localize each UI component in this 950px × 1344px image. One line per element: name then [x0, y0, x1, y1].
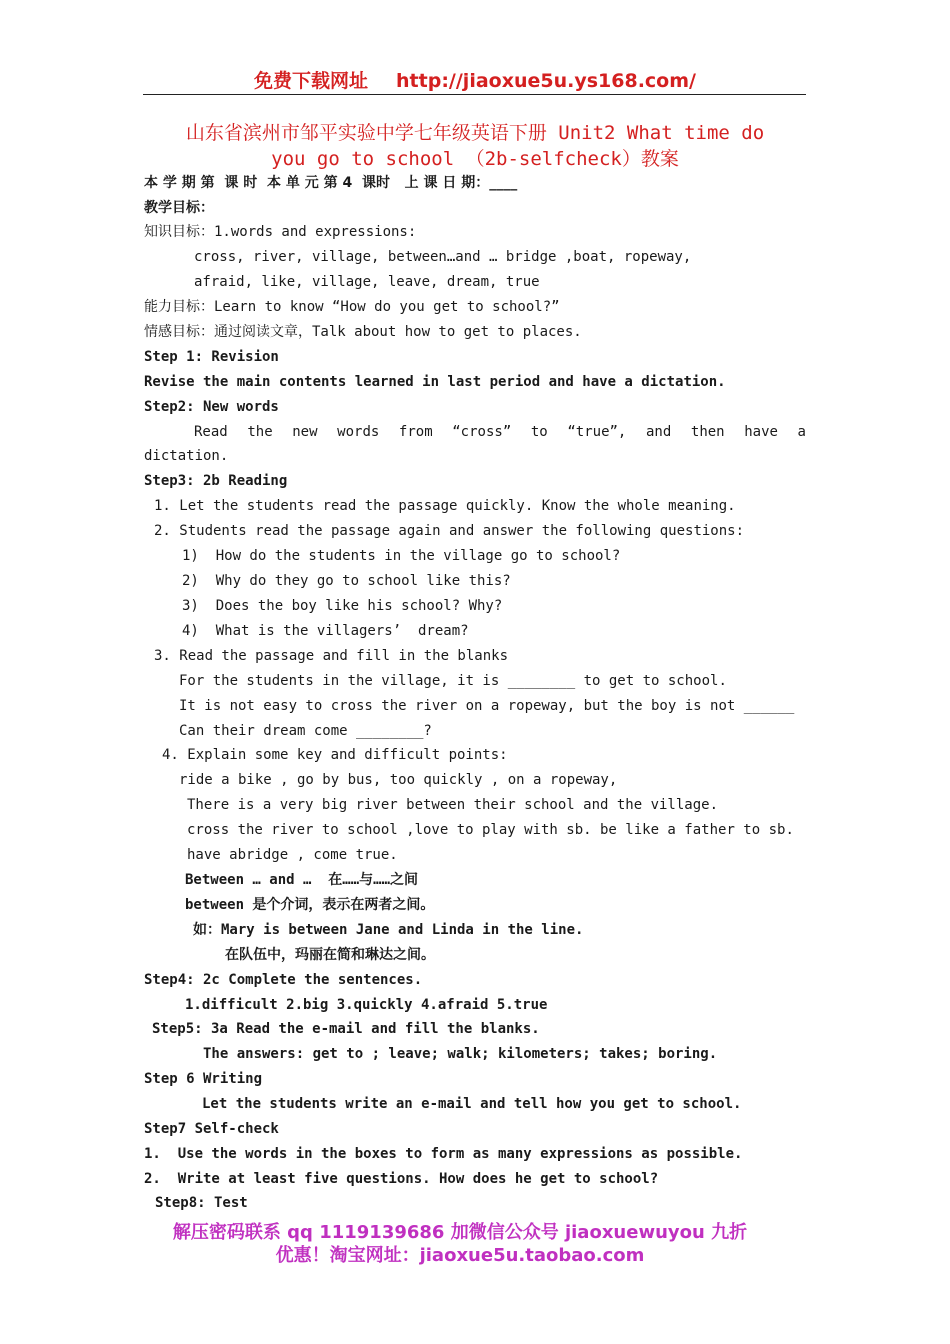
- step2-text-2: dictation.: [144, 448, 229, 464]
- lesson-title-line2: you go to school （2b-selfcheck）教案: [271, 148, 679, 170]
- fill-blank-2: It is not easy to cross the river on a ropeway, but the boy is not ______: [179, 698, 795, 714]
- step8-title: Step8: Test: [155, 1195, 248, 1211]
- step7-title: Step7 Self-check: [144, 1121, 279, 1137]
- objectives-heading: 教学目标：: [144, 200, 214, 216]
- header-divider: [143, 94, 806, 95]
- step6-text: Let the students write an e-mail and tell how you get to school.: [202, 1096, 742, 1112]
- step4-title: Step4: 2c Complete the sentences.: [144, 972, 423, 988]
- grammar-between-2: between 是个介词，表示在两者之间。: [185, 897, 435, 913]
- lesson-meta: 本 学 期 第 课 时 本 单 元 第 4 课时 上 课 日 期：____: [144, 175, 518, 191]
- step3-item-3: 3. Read the passage and fill in the blanks: [154, 648, 509, 664]
- question-4: 4) What is the villagers’ dream?: [182, 623, 469, 639]
- key-point-4: have abridge , come true.: [187, 847, 398, 863]
- step3-item-2: 2. Students read the passage again and answer the following questions:: [154, 523, 745, 539]
- knowledge-objective: 知识目标：1.words and expressions:: [144, 224, 417, 240]
- key-point-3: cross the river to school ,love to play with sb. be like a father to sb.: [187, 822, 794, 838]
- example-sentence-en: 如：Mary is between Jane and Linda in the line.: [193, 922, 584, 938]
- step3-title: Step3: 2b Reading: [144, 473, 288, 489]
- step3-item-1: 1. Let the students read the passage quickly. Know the whole meaning.: [154, 498, 736, 514]
- emotion-objective: 情感目标：通过阅读文章，Talk about how to get to places.: [144, 324, 582, 340]
- header-label: 免费下载网址: [254, 70, 369, 92]
- download-header: [0, 66, 950, 93]
- footer-line-1: 解压密码联系 qq 1119139686 加微信公众号 jiaoxuewuyou 九折: [172, 1222, 748, 1243]
- question-2: 2) Why do they go to school like this?: [182, 573, 511, 589]
- example-sentence-cn: 在队伍中，玛丽在简和琳达之间。: [225, 947, 435, 963]
- vocabulary-line-2: afraid, like, village, leave, dream, true: [194, 274, 540, 290]
- step5-title: Step5: 3a Read the e-mail and fill the blanks.: [152, 1021, 540, 1037]
- key-point-1: ride a bike , go by bus, too quickly , on a ropeway,: [179, 772, 618, 788]
- lesson-title: [140, 120, 810, 172]
- fill-blank-1: For the students in the village, it is ________ to get to school.: [179, 673, 727, 689]
- step6-title: Step 6 Writing: [144, 1071, 263, 1087]
- step4-answers: 1.difficult 2.big 3.quickly 4.afraid 5.true: [185, 997, 548, 1013]
- step3-item-4: 4. Explain some key and difficult points:: [162, 747, 508, 763]
- question-1: 1) How do the students in the village go to school?: [182, 548, 621, 564]
- vocabulary-line-1: cross, river, village, between…and … bridge ,boat, ropeway,: [194, 249, 692, 265]
- question-3: 3) Does the boy like his school? Why?: [182, 598, 503, 614]
- step7-item-1: 1. Use the words in the boxes to form as many expressions as possible.: [144, 1146, 743, 1162]
- fill-blank-3: Can their dream come ________?: [179, 723, 432, 739]
- grammar-between-1: Between … and … 在……与……之间: [185, 872, 419, 888]
- step1-title: Step 1: Revision: [144, 349, 279, 365]
- step2-text-1: Read the new words from “cross” to “true”, and then have a: [194, 424, 806, 440]
- key-point-2: There is a very big river between their school and the village.: [187, 797, 719, 813]
- ability-objective: 能力目标：Learn to know “How do you get to school?”: [144, 299, 560, 315]
- header-url-link[interactable]: http://jiaoxue5u.ys168.com/: [396, 70, 696, 92]
- step2-title: Step2: New words: [144, 399, 279, 415]
- lesson-title-line1: 山东省滨州市邹平实验中学七年级英语下册 Unit2 What time do: [185, 122, 765, 144]
- footer-line-2: 优惠！淘宝网址：jiaoxue5u.taobao.com: [275, 1245, 645, 1266]
- step5-answers: The answers: get to ; leave; walk; kilometers; takes; boring.: [203, 1046, 718, 1062]
- step1-text: Revise the main contents learned in last period and have a dictation.: [144, 374, 726, 390]
- step7-item-2: 2. Write at least five questions. How does he get to school?: [144, 1171, 659, 1187]
